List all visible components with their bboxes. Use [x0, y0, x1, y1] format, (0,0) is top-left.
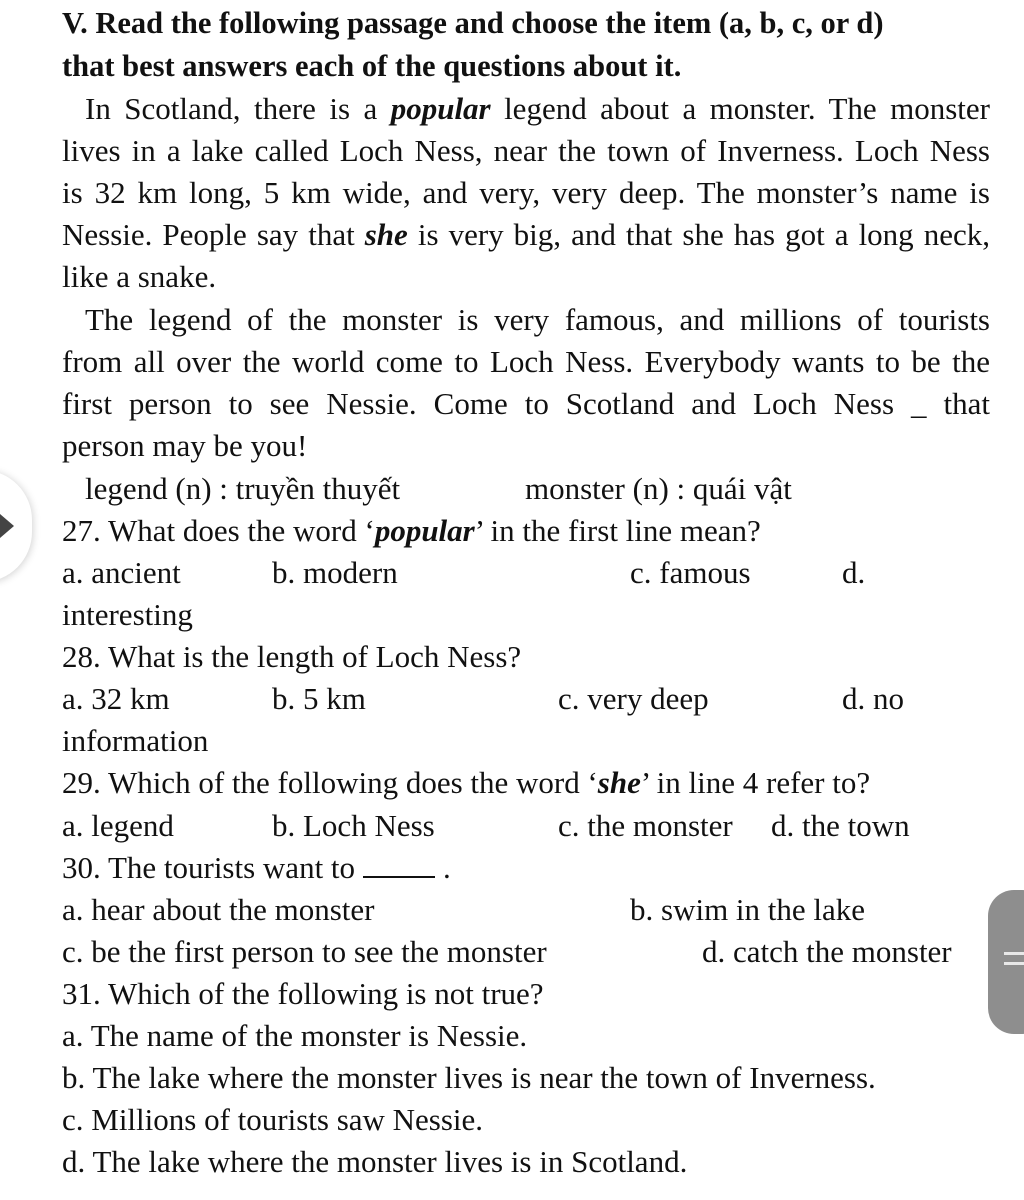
q31-option-d: d. The lake where the monster lives is in Scotland. — [62, 1144, 688, 1179]
q29-option-b: b. Loch Ness — [272, 808, 435, 843]
vocab-monster: monster (n) : quái vật — [525, 471, 792, 506]
passage-p1-line-1: In Scotland, there is a popular legend about a monster. The monster — [85, 91, 990, 126]
question-27-stem: 27. What does the word ‘popular’ in the first line mean? — [62, 513, 761, 548]
q28-option-c: c. very deep — [558, 681, 709, 716]
passage-p1-line-2: lives in a lake called Loch Ness, near the town of Inverness. Loch Ness — [62, 133, 990, 168]
question-31-stem: 31. Which of the following is not true? — [62, 976, 544, 1011]
q29-option-d: d. the town — [771, 808, 910, 843]
q31-option-b: b. The lake where the monster lives is near the town of Inverness. — [62, 1060, 876, 1095]
scroll-handle[interactable] — [988, 890, 1024, 1034]
q27-option-d-continued: interesting — [62, 597, 193, 632]
passage-p1-line-3: is 32 km long, 5 km wide, and very, very deep. The monster’s name is — [62, 175, 990, 210]
question-29-stem: 29. Which of the following does the word ‘she’ in line 4 refer to? — [62, 765, 871, 800]
passage-p1-line-5: like a snake. — [62, 259, 217, 294]
question-30-stem: 30. The tourists want to . — [62, 850, 451, 885]
passage-p2-line-1: The legend of the monster is very famous, and millions of tourists — [85, 302, 990, 337]
q30-option-b: b. swim in the lake — [630, 892, 866, 927]
section-heading-line-1: V. Read the following passage and choose the item (a, b, c, or d) — [62, 6, 884, 40]
q30-option-c: c. be the first person to see the monster — [62, 934, 547, 969]
grip-line-icon — [1004, 962, 1024, 965]
question-28-stem: 28. What is the length of Loch Ness? — [62, 639, 522, 674]
answer-blank — [363, 852, 435, 878]
q28-option-d: d. no — [842, 681, 904, 716]
q28-option-d-continued: information — [62, 723, 209, 758]
passage-p1-line-4: Nessie. People say that she is very big, and that she has got a long neck, — [62, 217, 990, 252]
q27-option-b: b. modern — [272, 555, 398, 590]
q31-option-a: a. The name of the monster is Nessie. — [62, 1018, 528, 1053]
q30-option-d: d. catch the monster — [702, 934, 952, 969]
grip-line-icon — [1004, 952, 1024, 955]
section-heading-line-2: that best answers each of the questions about it. — [62, 49, 682, 83]
q31-option-c: c. Millions of tourists saw Nessie. — [62, 1102, 484, 1137]
q27-option-a: a. ancient — [62, 555, 181, 590]
keyword-she: she — [364, 217, 408, 252]
q28-option-b: b. 5 km — [272, 681, 366, 716]
passage-p2-line-4: person may be you! — [62, 428, 308, 463]
passage-p2-line-2: from all over the world come to Loch Ness. Everybody wants to be the — [62, 344, 990, 379]
q27-option-c: c. famous — [630, 555, 751, 590]
q29-option-c: c. the monster — [558, 808, 733, 843]
q28-option-a: a. 32 km — [62, 681, 170, 716]
passage-p2-line-3: first person to see Nessie. Come to Scotland and Loch Ness _ that — [62, 386, 990, 421]
q29-option-a: a. legend — [62, 808, 174, 843]
vocab-legend: legend (n) : truyền thuyết — [85, 471, 401, 506]
expand-arrow-icon — [0, 514, 14, 538]
keyword-popular: popular — [390, 91, 491, 126]
q30-option-a: a. hear about the monster — [62, 892, 375, 927]
q27-option-d: d. — [842, 555, 866, 590]
